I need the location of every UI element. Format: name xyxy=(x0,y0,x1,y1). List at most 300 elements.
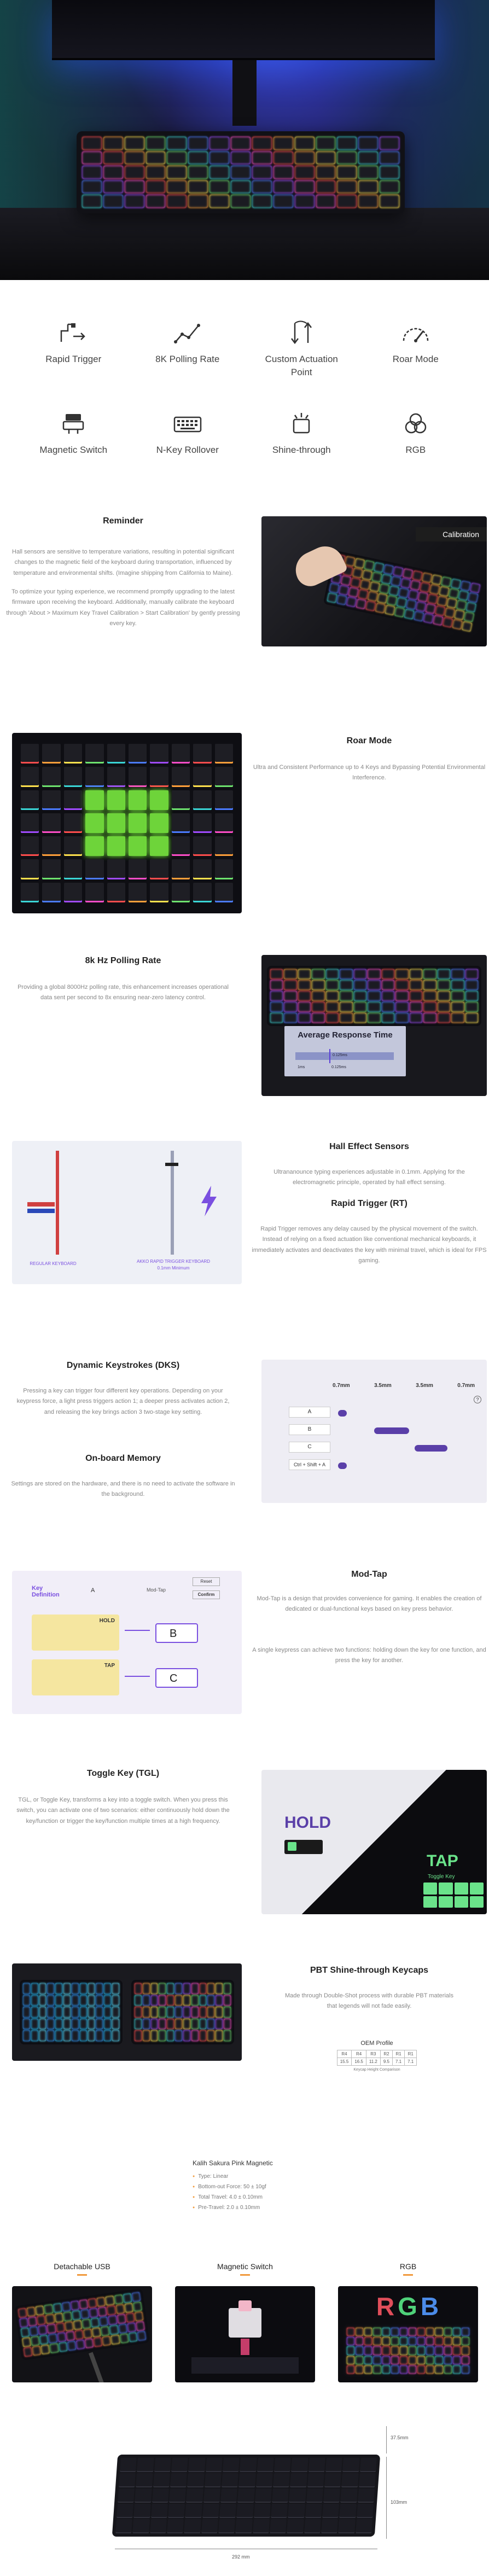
keycap xyxy=(183,1983,190,1994)
oem-cell: 7.1 xyxy=(393,2058,405,2066)
keycap xyxy=(465,969,478,979)
keycap xyxy=(151,1995,158,2006)
keycap xyxy=(103,180,123,194)
keycap xyxy=(360,2458,377,2472)
keycap xyxy=(24,2347,32,2357)
oem-profile-block xyxy=(325,2040,429,2072)
keycap xyxy=(438,1013,450,1023)
keycap xyxy=(316,166,336,179)
keycap xyxy=(380,151,399,165)
keycap xyxy=(470,1883,484,1895)
keycap xyxy=(400,2365,408,2374)
keycap xyxy=(55,1995,62,2006)
keycap xyxy=(316,195,336,208)
keycap xyxy=(356,2328,363,2336)
keycap xyxy=(395,980,408,990)
dks-bar xyxy=(338,1462,347,1469)
hero-keyboard xyxy=(77,131,405,213)
keycap xyxy=(382,2356,390,2364)
dks-row[interactable] xyxy=(289,1459,330,1470)
keycap xyxy=(21,744,39,764)
keycap xyxy=(326,991,339,1001)
keycap xyxy=(449,588,459,599)
keycap xyxy=(150,859,168,879)
keycap xyxy=(354,1013,366,1023)
keycap xyxy=(410,980,422,990)
switch-name: Kalih Sakura Pink Magnetic xyxy=(193,2159,273,2167)
keycap xyxy=(85,790,103,810)
keycap xyxy=(202,2504,219,2518)
keycap xyxy=(295,195,315,208)
keycap xyxy=(42,767,60,786)
keycap xyxy=(358,180,378,194)
average-response-box xyxy=(284,1026,406,1076)
keycap xyxy=(47,2019,54,2030)
keycap xyxy=(426,603,436,614)
dks-row-label: B xyxy=(307,1426,312,1432)
keycap xyxy=(150,2519,167,2533)
keycap xyxy=(215,836,233,856)
spec-item: ● Total Travel: 4.0 ± 0.10mm xyxy=(193,2192,313,2202)
keycap xyxy=(30,2326,38,2336)
keycap xyxy=(63,2019,71,2030)
keycap xyxy=(143,2007,150,2018)
keycap xyxy=(125,166,144,179)
keycap xyxy=(439,1896,452,1908)
keycap xyxy=(21,2328,30,2338)
keycap xyxy=(167,2030,174,2041)
detachable-usb-title: Detachable USB xyxy=(54,2262,110,2271)
keycap xyxy=(364,560,375,570)
keycap xyxy=(72,1983,79,1994)
keycap xyxy=(111,2335,120,2345)
keycap xyxy=(327,593,337,603)
keycap xyxy=(298,980,311,990)
desk xyxy=(0,208,489,280)
keycap xyxy=(347,2356,354,2364)
keycap xyxy=(409,2328,416,2336)
keycap xyxy=(347,2328,354,2336)
keycap xyxy=(129,2332,137,2342)
keycap xyxy=(135,1995,142,2006)
keycap xyxy=(358,589,368,599)
regular-keyboard-label: REGULAR KEYBOARD xyxy=(30,1261,77,1266)
dks-bar xyxy=(338,1410,347,1417)
keycap xyxy=(462,2337,469,2345)
keycap xyxy=(209,180,229,194)
polling-text: Providing a global 8000Hz polling rate, this enhancement increases operational data sent per second to 8x ensuring near-zero latency control. xyxy=(18,984,229,1001)
rt-switch-marker xyxy=(165,1163,178,1166)
keycap xyxy=(412,570,423,581)
keycap xyxy=(453,2346,461,2354)
keycap xyxy=(63,2312,72,2322)
keycap xyxy=(410,1013,422,1023)
keycap xyxy=(391,2337,399,2345)
oem-cell: 16.5 xyxy=(352,2058,366,2066)
keycap xyxy=(337,137,357,150)
memory-title: On-board Memory xyxy=(85,1454,161,1463)
keycap xyxy=(356,2337,363,2345)
magnetic-switch-icon xyxy=(57,411,90,437)
keycap xyxy=(231,195,251,208)
keycap xyxy=(126,2313,135,2323)
keycap xyxy=(438,1002,450,1012)
roar-title: Roar Mode xyxy=(346,736,392,745)
keycap xyxy=(96,2019,103,2030)
keycap xyxy=(119,2473,136,2487)
hold-label: HOLD xyxy=(99,1618,115,1624)
keycap xyxy=(325,2458,342,2472)
keycap xyxy=(336,595,347,605)
keycap xyxy=(209,195,229,208)
keycap xyxy=(410,580,421,591)
keycap xyxy=(240,2458,257,2472)
keycap xyxy=(287,2519,304,2533)
keycap xyxy=(170,2473,187,2487)
keycap xyxy=(118,2488,135,2503)
usb-cable xyxy=(89,2352,104,2382)
keycap xyxy=(380,166,399,179)
keycap xyxy=(352,568,363,578)
keycap xyxy=(88,1995,95,2006)
dks-info-icon[interactable]: ? xyxy=(474,1396,481,1403)
keycap xyxy=(125,180,144,194)
polling-photo xyxy=(261,955,487,1096)
keycap xyxy=(41,2345,50,2354)
keycap xyxy=(107,859,125,879)
keycap xyxy=(188,180,208,194)
keycap xyxy=(400,2356,408,2364)
pbt-title: PBT Shine-through Keycaps xyxy=(310,1966,429,1975)
keycap xyxy=(417,2328,425,2336)
keycap xyxy=(103,195,123,208)
keycap xyxy=(135,1983,142,1994)
keycap xyxy=(200,2019,207,2030)
keycap xyxy=(167,2519,184,2533)
keycap xyxy=(439,586,450,597)
keycap xyxy=(216,2019,223,2030)
keycap xyxy=(82,195,102,208)
hero-image xyxy=(0,0,489,280)
keycap xyxy=(383,564,394,575)
regular-switch-marker-red xyxy=(27,1202,55,1207)
keycap xyxy=(42,744,60,764)
keycap xyxy=(339,2519,356,2533)
keycap xyxy=(220,2488,237,2503)
height-line xyxy=(386,2426,387,2453)
keycap xyxy=(270,980,283,990)
hold-key-box[interactable] xyxy=(155,1623,198,1643)
keycap xyxy=(273,2473,290,2487)
keycap xyxy=(188,166,208,179)
keycap xyxy=(368,980,380,990)
oem-note: Keycap Height Comparison xyxy=(353,2068,400,2072)
keycap xyxy=(435,605,445,616)
roar-mode-icon xyxy=(399,320,432,346)
keycap xyxy=(80,1983,87,1994)
keycap xyxy=(133,2504,150,2518)
keycap xyxy=(117,2504,133,2518)
keycap xyxy=(172,859,190,879)
keycap xyxy=(21,859,39,879)
keycap xyxy=(224,2030,231,2041)
keycap xyxy=(21,813,39,833)
dks-bar xyxy=(415,1445,447,1452)
keycap xyxy=(146,137,166,150)
keycap xyxy=(80,2007,87,2018)
keycap xyxy=(451,980,464,990)
feature-custom-actuation xyxy=(245,320,359,390)
keycap xyxy=(64,790,82,810)
tgl-text: TGL, or Toggle Key, transforms a key into a toggle switch. When you press this switch, you can activate one of two scenarios: either continuously hold down the key/function or trigger the key/function multiple times at a high frequency. xyxy=(16,1797,230,1825)
dks-row[interactable] xyxy=(289,1424,330,1435)
keycap xyxy=(107,836,125,856)
keycap xyxy=(150,790,168,810)
keycap xyxy=(104,2030,111,2041)
calibration-badge: Calibration xyxy=(416,527,487,541)
keycap xyxy=(410,1002,422,1012)
keycap xyxy=(371,572,382,582)
keycap xyxy=(321,2519,338,2533)
response-value-b: 0.125ms xyxy=(333,1053,347,1057)
feature-label: Roar Mode xyxy=(392,354,439,364)
keycap xyxy=(429,584,440,595)
keycap xyxy=(337,195,357,208)
keycap xyxy=(159,2019,166,2030)
keycap xyxy=(48,2334,57,2344)
keycap xyxy=(231,151,251,165)
keycap xyxy=(159,2030,166,2041)
keycap xyxy=(443,617,453,627)
spec-item: ● Bottom-out Force: 50 ± 10gf xyxy=(193,2182,313,2192)
keycap xyxy=(312,991,324,1001)
confirm-button[interactable]: Confirm xyxy=(193,1590,220,1599)
keycap xyxy=(453,2337,461,2345)
keycap xyxy=(167,195,187,208)
keycap xyxy=(23,2019,30,2030)
keycap xyxy=(298,991,311,1001)
keycap xyxy=(322,2504,339,2518)
keycap xyxy=(72,2019,79,2030)
keycap xyxy=(368,1013,380,1023)
keycap xyxy=(103,137,123,150)
keycap xyxy=(85,883,103,902)
keycap xyxy=(364,2356,372,2364)
keycap xyxy=(462,2328,469,2336)
tap-card xyxy=(32,1659,119,1695)
keycap xyxy=(295,137,315,150)
dks-row-label: C xyxy=(307,1444,312,1450)
keycap xyxy=(42,859,60,879)
keycap xyxy=(137,2458,154,2472)
pbt-keyboard-right xyxy=(131,1980,234,2044)
dks-row[interactable] xyxy=(289,1407,330,1418)
accent-bar xyxy=(77,2274,87,2276)
keycap xyxy=(391,2356,399,2364)
dks-panel xyxy=(261,1360,487,1503)
keycap xyxy=(465,991,478,1001)
keycap xyxy=(427,594,438,604)
keycap xyxy=(88,2019,95,2030)
keycap xyxy=(284,1002,296,1012)
roar-keyboard xyxy=(15,738,238,908)
keycap xyxy=(222,2473,238,2487)
keycap xyxy=(340,1002,352,1012)
keycap xyxy=(380,137,399,150)
keycap xyxy=(167,151,187,165)
dks-header: 3.5mm xyxy=(374,1383,392,1389)
keycap xyxy=(354,980,366,990)
keycap xyxy=(80,2030,87,2041)
keycap xyxy=(53,2303,62,2313)
keycap xyxy=(112,2007,119,2018)
keycap xyxy=(183,2019,190,2030)
keycap xyxy=(66,2331,74,2341)
keycap xyxy=(368,969,380,979)
dks-header: 3.5mm xyxy=(416,1383,433,1389)
keycap xyxy=(470,582,480,593)
keycap xyxy=(206,2458,223,2472)
keycap xyxy=(441,576,451,587)
keycap xyxy=(115,2519,132,2533)
polling-keyboard xyxy=(267,966,481,1026)
keycap xyxy=(56,2323,65,2333)
keycap xyxy=(451,1013,464,1023)
lightning-icon xyxy=(198,1185,220,1217)
keycap xyxy=(104,1983,111,1994)
keyboard-icon xyxy=(171,411,204,437)
keycap xyxy=(172,767,190,786)
keycap xyxy=(109,2325,118,2335)
keycap xyxy=(85,2339,94,2348)
keycap xyxy=(201,2519,218,2533)
keycap xyxy=(146,195,166,208)
reminder-text-1: Hall sensors are sensitive to temperature variations, resulting in potential significant changes to the magnetic field of the keyboard during transportation, influenced by temperature and environmental shifts. (Imagine shipping from California to Maine). xyxy=(12,549,234,576)
keycap xyxy=(435,2346,443,2354)
depth-label: 103mm xyxy=(391,2499,408,2505)
keycap xyxy=(400,2346,408,2354)
keycap xyxy=(326,1013,339,1023)
keycap xyxy=(391,2328,399,2336)
keycap xyxy=(183,1995,190,2006)
rgb-letter-r: R xyxy=(376,2292,398,2321)
keycap xyxy=(312,1002,324,1012)
keycap xyxy=(153,2473,170,2487)
features-grid xyxy=(16,320,473,468)
keycap xyxy=(55,2019,62,2030)
keycap xyxy=(423,969,436,979)
keycap xyxy=(31,2007,38,2018)
keycap xyxy=(364,2328,372,2336)
keycap xyxy=(270,2519,287,2533)
keycap xyxy=(85,813,103,833)
keycap xyxy=(39,1983,46,1994)
rt-keyboard-label: AKKO RAPID TRIGGER KEYBOARD xyxy=(136,1259,211,1264)
spec-item: ● Type: Linear xyxy=(193,2171,313,2182)
keycap xyxy=(188,2458,205,2472)
feature-label: 8K Polling Rate xyxy=(155,354,220,364)
tgl-hold-key-green xyxy=(288,1842,296,1851)
keycap xyxy=(312,969,324,979)
keycap xyxy=(423,980,436,990)
keycap xyxy=(382,2337,390,2345)
keycap xyxy=(224,2007,231,2018)
keycap xyxy=(193,883,211,902)
keycap xyxy=(382,1002,394,1012)
switch-board xyxy=(191,2357,299,2374)
keycap xyxy=(354,991,366,1001)
keycap xyxy=(364,2365,372,2374)
keycap xyxy=(207,2019,214,2030)
keycap xyxy=(395,1013,408,1023)
reset-button[interactable]: Reset xyxy=(193,1577,220,1586)
keycap xyxy=(47,2324,56,2334)
keycap xyxy=(172,790,190,810)
dks-row[interactable] xyxy=(289,1442,330,1453)
keycap xyxy=(150,883,168,902)
keycap xyxy=(252,195,272,208)
keycap xyxy=(82,180,102,194)
keycap xyxy=(462,2365,469,2374)
keycap xyxy=(423,1002,436,1012)
keycap xyxy=(31,2030,38,2041)
keycap xyxy=(150,836,168,856)
keycap xyxy=(107,813,125,833)
oem-cell: R1 xyxy=(393,2050,405,2058)
keycap xyxy=(354,558,365,569)
dks-row-label: Ctrl + Shift + A xyxy=(293,1462,326,1467)
shine-through-icon xyxy=(285,411,318,437)
keycap xyxy=(216,1995,223,2006)
oem-cell: R3 xyxy=(366,2050,380,2058)
keycap xyxy=(98,2307,107,2317)
keycap xyxy=(435,2365,443,2374)
keycap xyxy=(88,2007,95,2018)
usb-keyboard xyxy=(14,2288,150,2361)
keycap xyxy=(94,2337,102,2347)
keycap xyxy=(85,767,103,786)
keycap xyxy=(224,2019,231,2030)
pbt-keyboard-left xyxy=(20,1980,123,2044)
keycap xyxy=(339,2504,356,2518)
keycap xyxy=(167,1995,174,2006)
keycap xyxy=(112,1995,119,2006)
keycap xyxy=(231,166,251,179)
feature-label: RGB xyxy=(405,444,426,455)
keycap xyxy=(135,2007,142,2018)
keycap xyxy=(312,1013,324,1023)
polling-title: 8k Hz Polling Rate xyxy=(85,956,161,965)
dks-header: 0.7mm xyxy=(333,1383,350,1389)
keycap xyxy=(423,991,436,1001)
keycap xyxy=(129,813,147,833)
keycap xyxy=(422,573,432,583)
tap-key-box[interactable] xyxy=(155,1668,198,1688)
keycap xyxy=(387,595,397,605)
keycap xyxy=(255,2488,272,2503)
keycap xyxy=(256,2473,273,2487)
keycap xyxy=(462,2346,469,2354)
keycap xyxy=(83,2329,92,2339)
keycap xyxy=(391,2346,399,2354)
modtap-panel xyxy=(12,1571,242,1714)
keycap xyxy=(216,2030,223,2041)
keycap xyxy=(426,2365,434,2374)
keycap xyxy=(39,2030,46,2041)
keycap xyxy=(107,883,125,902)
switch-stem xyxy=(238,2300,252,2311)
keycap xyxy=(316,180,336,194)
